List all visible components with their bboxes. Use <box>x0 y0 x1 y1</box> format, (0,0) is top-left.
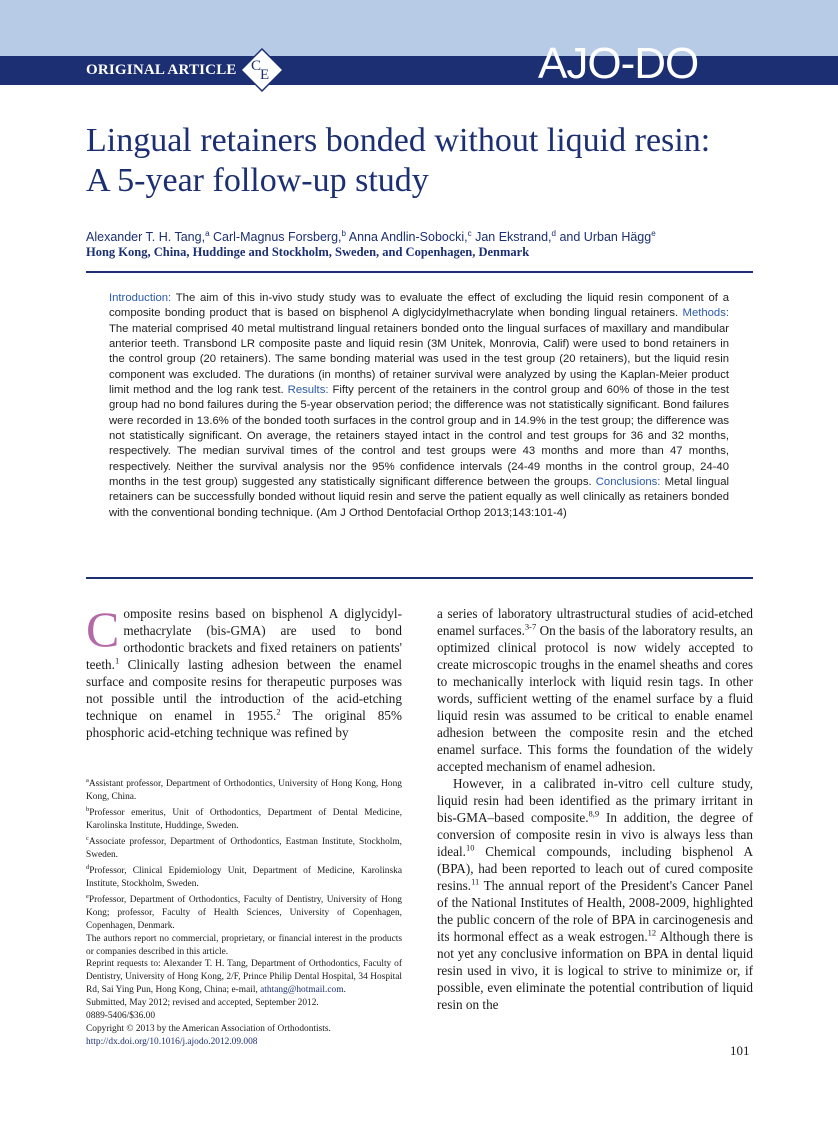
header-top-band <box>0 0 838 56</box>
abstract-bottom-rule <box>86 577 753 579</box>
title-line-1: Lingual retainers bonded without liquid resin: <box>86 122 711 159</box>
body-text: Although there is not yet any conclusive information on BPA in dental liquid resin used in vivo, it is logical to strive to minimize or, if possible, even eliminate the potential contribution of liquid resin on the <box>437 929 753 1012</box>
article-type-label: ORIGINAL ARTICLE <box>86 62 237 78</box>
author-affiliation: Hong Kong, China, Huddinge and Stockholm, Sweden, and Copenhagen, Denmark <box>86 245 530 259</box>
footnote-b <box>86 804 402 833</box>
footnote-text: Professor, Clinical Epidemiology Unit, Department of Medicine, Karolinska Institute, Stockholm, Sweden. <box>86 865 402 889</box>
body-text: Clinically lasting adhesion between the enamel surface and composite resins for therapeutic purposes was not possible until the introduction of the acid-etching technique on enamel in 1955. <box>86 657 402 723</box>
ce-badge-e: E <box>260 67 270 83</box>
doi-link[interactable]: http://dx.doi.org/10.1016/j.ajodo.2012.09.008 <box>86 1036 258 1047</box>
citation-ref: 1 <box>114 655 120 666</box>
footnote-text: Assistant professor, Department of Orthodontics, University of Hong Kong, Hong Kong, China. <box>86 779 402 803</box>
author-sup: a <box>205 229 210 238</box>
reprint-end: . <box>343 985 346 996</box>
article-title <box>86 121 766 201</box>
body-column-left <box>86 601 402 741</box>
footnote-d <box>86 862 402 891</box>
body-text: a series of laboratory ultrastructural studies of acid-etched enamel surfaces. <box>437 606 753 638</box>
footnote-sup: d <box>86 863 90 871</box>
footnote-sup: b <box>86 805 90 813</box>
body-text: Chemical compounds, including bisphenol A (BPA), had been reported to leach out of cured composite resins. <box>437 844 753 893</box>
footnotes <box>86 775 402 1049</box>
footnote-disclosure: The authors report no commercial, proprietary, or financial interest in the products or companies described in this article. <box>86 933 402 957</box>
body-text: omposite resins based on bisphenol A diglycidyl-methacrylate (bis-GMA) are used to bond orthodontic brackets and fixed retainers on patients' teeth. <box>86 606 402 672</box>
body-text: The original 85% phosphoric acid-etching technique was refined by <box>86 708 402 740</box>
footnote-text: Professor, Department of Orthodontics, Faculty of Dentistry, University of Hong Kong; professor, Faculty of Health Sciences, University of Copenhagen, Copenhagen, Denmark. <box>86 894 402 931</box>
drop-cap: C <box>86 601 120 657</box>
ce-badge-icon <box>240 48 284 92</box>
author-name: Alexander T. H. Tang, <box>86 230 206 245</box>
body-text: On the basis of the laboratory results, an optimized clinical protocol is now widely accepted to create microscopic troughs in the enamel sheaths and cores to mechanically interlock with liquid resin tags. In other words, sufficient wetting of the enamel surface by a fluid liquid resin was assumed to be critical to enable enamel adhesion between the composite resin and the etched enamel surface. This forms the foundation of the widely accepted mechanism of enamel adhesion. <box>437 623 753 774</box>
body-column-right <box>437 605 753 1013</box>
title-line-2: A 5-year follow-up study <box>86 162 429 199</box>
footnote-issn: 0889-5406/$36.00 <box>86 1011 156 1022</box>
abstract-top-rule <box>86 271 753 273</box>
abstract <box>109 291 729 521</box>
author-name: Jan Ekstrand, <box>475 230 552 245</box>
body-paragraph-2 <box>437 775 753 1013</box>
footnote-e <box>86 891 402 933</box>
author-sup: e <box>651 229 656 238</box>
abstract-results-label: Results: <box>287 384 329 397</box>
footnote-text: Associate professor, Department of Orthodontics, Eastman Institute, Stockholm, Sweden. <box>86 837 402 860</box>
reprint-text: Reprint requests to: Alexander T. H. Tang, Department of Orthodontics, Faculty of Dentistry, University of Hong Kong, 2/F, Prince Philip Dental Hospital, 34 Hospital Rd, Sai Ying Pun, Hong Kong, China; e-mail, <box>86 959 402 996</box>
citation-ref: 2 <box>276 706 281 717</box>
footnote-sup: c <box>86 834 89 842</box>
body-text: In addition, the degree of conversion of composite resin in vivo is always less than ideal. <box>437 810 753 859</box>
author-sup: c <box>467 229 472 238</box>
footnote-text: Professor emeritus, Unit of Orthodontics, Department of Dental Medicine, Karolinska Institute, Huddinge, Sweden. <box>86 808 402 831</box>
citation-ref: 10 <box>465 842 475 853</box>
author-name: and Urban Hägg <box>559 230 652 245</box>
footnote-c <box>86 833 402 862</box>
author-name: Carl-Magnus Forsberg, <box>213 230 342 245</box>
abstract-conclusions: Metal lingual retainers can be successfully bonded without liquid resin and serve the patient equally as well clinically as retainers bonded with the conventional bonding technique. (Am J Orthod Dentofacial Orthop 2013;143:101-4) <box>109 476 730 519</box>
footnote-sup: a <box>86 777 89 784</box>
author-name: Anna Andlin-Sobocki, <box>348 230 468 245</box>
footnote-reprint <box>86 958 402 997</box>
journal-logo: AJO-DO <box>538 39 699 88</box>
abstract-methods-label: Methods: <box>682 307 729 320</box>
footnote-submitted: Submitted, May 2012; revised and accepted, September 2012. <box>86 998 319 1009</box>
abstract-conclusions-label: Conclusions: <box>595 476 661 489</box>
email-link[interactable]: athtang@hotmail.com <box>260 985 344 996</box>
page-number: 101 <box>730 1043 750 1058</box>
abstract-results: Fifty percent of the retainers in the control group and 60% of those in the test group had no bond failures during the 5-year observation period; the difference was not statistically significant. Bond failures were recorded in 13.6% of the bonded tooth surfaces in the control group and in 14.9% in the test group; the difference was not statistically significant. On average, the retainers stayed intact in the control and test groups for 36 and 32 months, respectively. The median survival times of the control and test groups were 43 months and more than 47 months, respectively. Neither the survival analysis nor the 95% confidence intervals (24-49 months in the control group, 24-40 months in the test group) suggested any statistically significant difference between the groups. <box>109 384 729 489</box>
author-sup: d <box>551 229 556 238</box>
author-sup: b <box>341 229 346 238</box>
citation-ref: 8,9 <box>588 808 600 819</box>
footnote-copyright: Copyright © 2013 by the American Association of Orthodontists. <box>86 1023 331 1034</box>
citation-ref: 3-7 <box>524 621 537 632</box>
abstract-intro: The aim of this in-vivo study study was to evaluate the effect of excluding the liquid resin component of a composite bonding product that is based on bisphenol A diglycidylmethacrylate when bonding lingual retainers. <box>109 292 730 320</box>
body-text: However, in a calibrated in-vitro cell culture study, liquid resin had been identified as the primary irritant in bis-GMA–based composite. <box>437 776 753 825</box>
citation-ref: 11 <box>471 876 480 887</box>
footnote-sup: e <box>86 892 89 900</box>
footnote-a <box>86 775 402 804</box>
abstract-intro-label: Introduction: <box>109 292 172 304</box>
author-list <box>86 229 766 244</box>
ce-badge-c: C <box>251 58 262 74</box>
abstract-methods: The material comprised 40 metal multistrand lingual retainers bonded onto the lingual surfaces of maxillary and mandibular anterior teeth. Transbond LR composite paste and liquid resin (3M Unitek, Monrovia, Calif) were used to bond retainers in the control group (20 retainers). The same bonding material was used in the test group (20 retainers), but the liquid resin component was excluded. The durations (in months) of retainer survival were analyzed by using the Kaplan-Meier product limit method and the log rank test. <box>109 322 729 397</box>
body-text: The annual report of the President's Cancer Panel of the National Institutes of Health, 2008-2009, highlighted the public concern of the role of BPA in carcinogenesis and its hormonal effect as a weak estrogen. <box>437 878 753 944</box>
citation-ref: 12 <box>647 927 657 938</box>
